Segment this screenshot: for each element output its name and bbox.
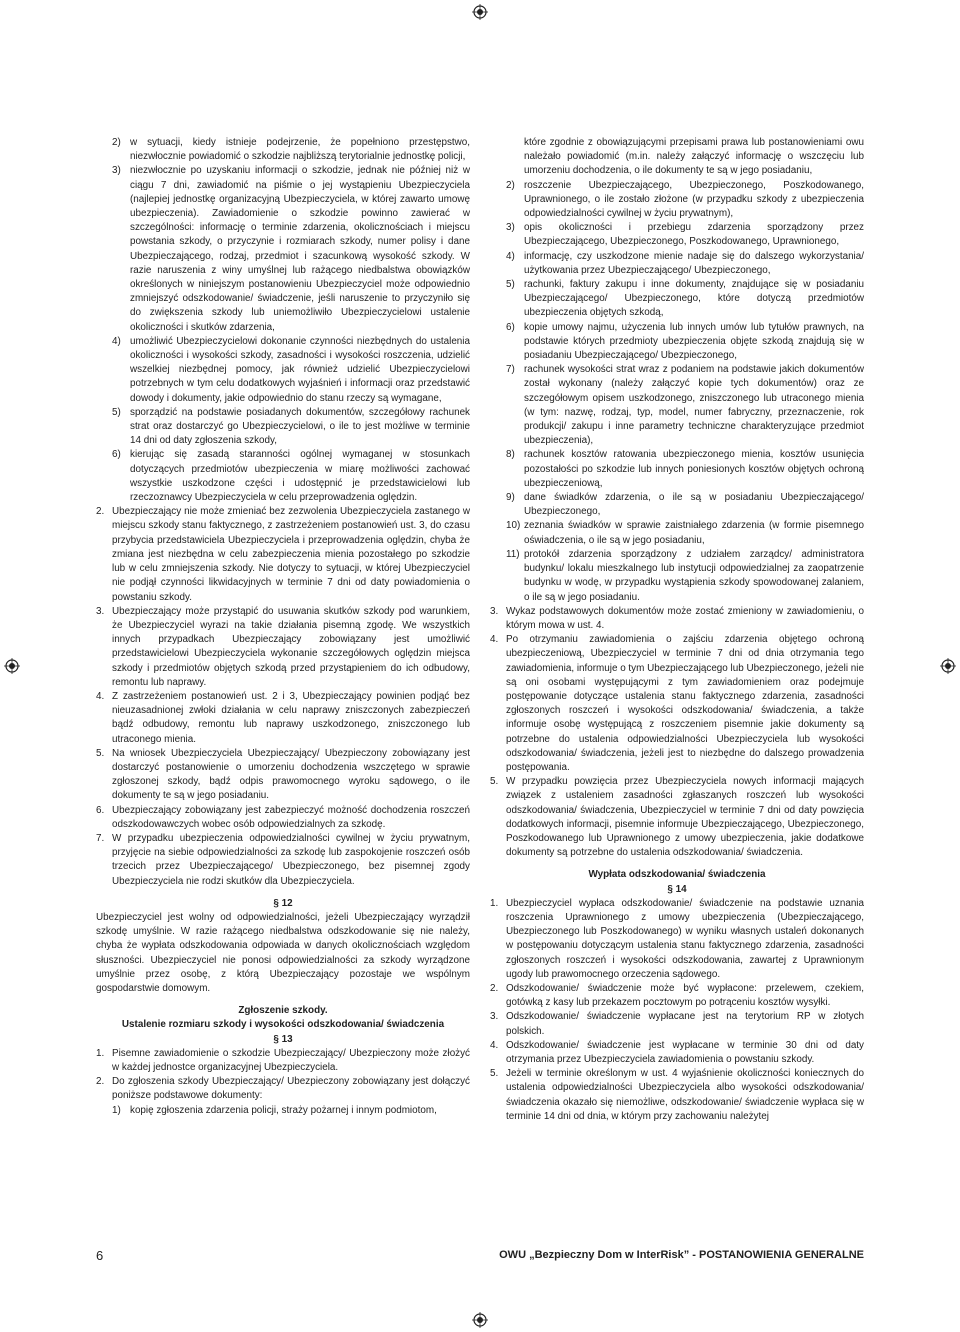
list-item-text: Odszkodowanie/ świadczenie jest wypłacane w terminie 30 dni od daty otrzymania przez Ubezpieczyciela zawiadomienia o powstaniu szkody.: [506, 1039, 864, 1065]
list-item-text: Po otrzymaniu zawiadomienia o zajściu zdarzenia objętego ochroną ubezpieczeniową, Ubezpieczyciel w terminie 7 dni od dnia otrzymania tego zawiadomienia, informuje o tym Ubezpieczającego lub Ubezpieczonego, jeżeli nie są oni osobami występującymi z tym zawiadomieniem oraz podejmuje postępowanie dotyczące ustalenia stanu faktycznego zdarzenia, zasadności zgłoszonych roszczeń i wysokości odszkodowania/ świadczenia, a także informuje osobę występującą z roszczeniem pisemnie jakie dokumenty są potrzebne do ustalenia odpowiedzialności Ubezpieczyciela lub wysokości odszkodowania/ świadczenia, jeżeli jest to niezbędne do dalszego prowadzenia postępowania.: [506, 634, 864, 773]
page-number: 6: [96, 1248, 104, 1263]
list-item-text: dane świadków zdarzenia, o ile są w posiadaniu Ubezpieczającego/ Ubezpieczonego,: [524, 492, 864, 518]
list-item-text: Ubezpieczający nie może zmieniać bez zezwolenia Ubezpieczyciela zastanego w miejscu szkody stanu faktycznego, z zastrzeżeniem postanowień ust. 3, do czasu przybycia przedstawiciela Ubezpieczyciela i przeprowadzenia oględzin, chyba że zmiana jest niezbędna w celu zabezpieczenia mienia pozostałego po szkodzie lub w celu zmniejszenia szkody. Nie dotyczy to sytuacji, w której Ubezpieczyciel nie podjął czynności likwidacyjnych w terminie 7 dni od daty powiadomienia o powstaniu szkody.: [112, 506, 470, 603]
registration-mark-bottom-icon: [472, 1312, 488, 1328]
section-13-heading: § 13: [273, 1033, 293, 1045]
list-item-text: Wykaz podstawowych dokumentów może zostać zmieniony w zawiadomieniu, o którym mowa w ust. 4.: [506, 605, 864, 631]
list-item: 4. Odszkodowanie/ świadczenie jest wypłacane w terminie 30 dni od daty otrzymania przez Ubezpieczyciela zawiadomienia o powstaniu szkody.: [490, 1039, 864, 1065]
section-14-title: Wypłata odszkodowania/ świadczenia: [588, 869, 766, 881]
list-item: 1) kopię zgłoszenia zdarzenia policji, straży pożarnej i innym podmiotom,: [112, 1104, 437, 1116]
registration-mark-left-icon: [4, 658, 20, 674]
registration-mark-top-icon: [472, 4, 488, 20]
list-item: 6) kopie umowy najmu, użyczenia lub innych umów lub tytułów prawnych, na podstawie których przedmioty ubezpieczenia objęte szkodą znajdują się w posiadaniu Ubezpieczającego/ Ubezpieczonego,: [506, 321, 864, 362]
list-item-text: W przypadku powzięcia przez Ubezpieczyciela nowych informacji mających związek z ustaleniem zasadności zgłaszanych roszczeń lub wysokości odszkodowania/ świadczenia, Ubezpieczyciel w terminie 7 dni od daty powzięcia dodatkowych informacji, pisemnie informuje Ubezpieczającego, Ubezpieczonego, Poszkodowanego lub Uprawnionego z umowy ubezpieczenia, jakie dodatkowe dokumenty są potrzebne do ustalenia odszkodowania/ świadczenia.: [506, 776, 864, 859]
list-item: 5) sporządzić na podstawie posiadanych dokumentów, szczegółowy rachunek strat oraz dostarczyć go Ubezpieczycielowi, o ile to jest możliwe w terminie 14 dni od daty zgłoszenia szkody,: [112, 406, 470, 447]
list-item-text: rachunek wysokości strat wraz z podaniem na podstawie jakich dokumentów został wykonany (należy załączyć kopie tych dokumentów) oraz ze szczegółowym opisem uszkodzonego, zniszczonego lub utraconego mienia (w tym: nazwę, rodzaj, typ, model, numer fabryczny, przeznaczenie, rok produkcji/ zakupu i inne parametry techniczne charakteryzujące przedmiot ubezpieczenia),: [524, 364, 864, 447]
list-item-text: Ubezpieczyciel wypłaca odszkodowanie/ świadczenie na podstawie uznania roszczenia Uprawnionego z umowy ubezpieczenia (Ubezpieczającego, Ubezpieczonego lub Poszkodowanego) w wyniku własnych ustaleń dokonanych w postępowaniu dotyczącym ustalenia stanu faktycznego zdarzenia, zasadności zgłoszonych roszczeń i wysokości odszkodowania, zawartej z Uprawnionym ugody lub prawomocnego orzeczenia sądowego.: [506, 897, 864, 980]
list-item: 6) kierując się zasadą staranności ogólnej wymaganej w stosunkach dotyczących przedmiotów ubezpieczenia w miarę możliwości zachować wszystkie uszkodzone części i udostępnić je przedstawicielowi lub rzeczoznawcy Ubezpieczyciela w celu przeprowadzenia oględzin.: [112, 449, 470, 504]
list-item: 3. Ubezpieczający może przystąpić do usuwania skutków szkody pod warunkiem, że Ubezpieczyciel wyrazi na takie działania pisemną zgodę. We wszystkich innych przypadkach Ubezpieczający zobowiązany jest umożliwić przedstawicielowi Ubezpieczyciela wykonanie szczegółowych oględzin miejsca szkody i przedmiotów objętych szkodą przed przystąpieniem do ich odbudowy, remontu lub naprawy.: [96, 605, 470, 688]
list-item-text: Pisemne zawiadomienie o szkodzie Ubezpieczający/ Ubezpieczony może złożyć w każdej jednostce organizacyjnej Ubezpieczyciela.: [112, 1047, 470, 1073]
list-item: 4) informację, czy uszkodzone mienie nadaje się do dalszego wykorzystania/ użytkowania przez Ubezpieczającego/ Ubezpieczonego,: [506, 250, 864, 276]
list-item: 7. W przypadku ubezpieczenia odpowiedzialności cywilnej w życiu prywatnym, przyjęcie na siebie odpowiedzialności za szkodę lub zaspokojenie roszczeń osób trzecich przez Ubezpieczającego/ Ubezpieczonego, bez pisemnej zgody Ubezpieczyciela nie rodzi skutków dla Ubezpieczyciela.: [96, 832, 470, 887]
list-item-text: w sytuacji, kiedy istnieje podejrzenie, że popełniono przestępstwo, niezwłocznie powiadomić o szkodzie najbliższą terytorialnie jednostkę policji,: [130, 137, 470, 163]
right-column: [490, 136, 864, 1124]
list-item: 4) umożliwić Ubezpieczycielowi dokonanie czynności niezbędnych do ustalenia okoliczności i wysokości szkody, zasadności i wysokości roszczenia, udzielić wszelkiej niezbędnej pomocy, jak również udzielić Ubezpieczycielowi potrzebnych w tym celu dodatkowych wyjaśnień i informacji oraz przedstawić dowody i dokumenty, jakie odpowiednio do stanu rzeczy są wymagane,: [112, 335, 470, 404]
list-item-text: opis okoliczności i przebiegu zdarzenia sporządzony przez Ubezpieczającego, Ubezpieczonego, Poszkodowanego, Uprawnionego,: [524, 222, 864, 248]
list-item-text: które zgodnie z obowiązującymi przepisami prawa lub postanowieniami owu należało powiadomić (m.in. należy załączyć informację o wszczęciu lub umorzeniu dochodzenia, o ile dokumenty te są w jego posiadaniu,: [524, 137, 864, 177]
list-item-text: Na wniosek Ubezpieczyciela Ubezpieczający/ Ubezpieczony zobowiązany jest dostarczyć postanowienie o umorzeniu dochodzenia wszczętego w sprawie zgłoszonej szkody, bądź odpis prawomocnego wyroku sądowego, o ile dokumenty te są w jego posiadaniu.: [112, 747, 470, 802]
list-item: 2. Do zgłoszenia szkody Ubezpieczający/ Ubezpieczony zobowiązany jest dołączyć poniższe podstawowe dokumenty:: [96, 1076, 470, 1102]
list-item: 2) w sytuacji, kiedy istnieje podejrzenie, że popełniono przestępstwo, niezwłocznie powiadomić o szkodzie najbliższą terytorialnie jednostkę policji,: [112, 137, 470, 163]
list-item-text: roszczenie Ubezpieczającego, Ubezpieczonego, Poszkodowanego, Uprawnionego, o ile zostało złożone (w przypadku szkody z ubezpieczenia odpowiedzialności cywilnej w życiu prywatnym),: [524, 179, 864, 220]
left-column: [96, 136, 470, 1118]
list-item-continuation: [490, 136, 864, 179]
list-item-text: zeznania świadków w sprawie zaistniałego zdarzenia (w formie pisemnego oświadczenia, o ile są w jego posiadaniu,: [524, 520, 864, 546]
section-13-subtitle: Ustalenie rozmiaru szkody i wysokości odszkodowania/ świadczenia: [121, 1019, 445, 1031]
list-item-text: informację, czy uszkodzone mienie nadaje się do dalszego wykorzystania/ użytkowania przez Ubezpieczającego/ Ubezpieczonego,: [524, 250, 864, 276]
list-item: 8) rachunek kosztów ratowania ubezpieczonego mienia, kosztów usunięcia pozostałości po szkodzie lub innych poniesionych kosztów objętych ochroną ubezpieczeniową,: [506, 449, 864, 489]
list-item: 2. Odszkodowanie/ świadczenie może być wypłacone: przelewem, czekiem, gotówką z kasy lub przekazem pocztowym po potrąceniu kosztów wysyłki.: [490, 982, 864, 1009]
list-item-text: protokół zdarzenia sporządzony z udziałem zarządcy/ administratora budynku/ lokalu mieszkalnego lub instytucji odpowiedzialnej za zaopatrzenie budynku w wodę, w przypadku wystąpienia szkody spowodowanej zalaniem, o ile są w jego posiadaniu.: [524, 548, 864, 603]
list-item: 1. Ubezpieczyciel wypłaca odszkodowanie/ świadczenie na podstawie uznania roszczenia Uprawnionego z umowy ubezpieczenia (Ubezpieczającego, Ubezpieczonego lub Poszkodowanego) w wyniku własnych ustaleń dokonanych w postępowaniu dotyczącym ustalenia stanu faktycznego zdarzenia, zasadności zgłoszonych roszczeń i wysokości odszkodowania, zawartej z Uprawnionym ugody lub prawomocnego orzeczenia sądowego.: [490, 897, 864, 980]
list-item-text: niezwłocznie po uzyskaniu informacji o szkodzie, jednak nie później niż w ciągu 7 dni, zawiadomić na piśmie o jej wystąpieniu Ubezpieczyciela (najlepiej jednostkę organizacyjną Ubezpieczyciela, w której zawarto umowę ubezpieczenia). Zawiadomienie o szkodzie powinno zawierać w szczególności: informację o terminie zdarzenia, okolicznościach i miejscu powstania szkody, o przyczynie i rozmiarach szkody, numer polisy i dane Ubezpieczającego, rodzaj, przedmiot i szacunkową wysokość szkody. W razie naruszenia z winy umyślnej lub rażącego niedbalstwa obowiązków określonych w niniejszym postanowieniu Ubezpieczyciel może odpowiednio zmniejszyć odszkodowanie/ świadczenie, jeśli naruszenie to przyczyniło się do zwiększenia szkody lub uniemożliwiło Ubezpieczycielowi ustalenie okoliczności i skutków zdarzenia,: [130, 165, 470, 333]
list-item: 1. Pisemne zawiadomienie o szkodzie Ubezpieczający/ Ubezpieczony może złożyć w każdej jednostce organizacyjnej Ubezpieczyciela.: [96, 1047, 470, 1073]
list-item: 3. Odszkodowanie/ świadczenie wypłacane jest na terytorium RP w złotych polskich.: [490, 1011, 864, 1037]
list-item: 9) dane świadków zdarzenia, o ile są w posiadaniu Ubezpieczającego/ Ubezpieczonego,: [506, 492, 864, 518]
section-13-title: Zgłoszenie szkody.: [238, 1005, 328, 1017]
list-item-text: kopie umowy najmu, użyczenia lub innych umów lub tytułów prawnych, na podstawie których przedmioty ubezpieczenia objęte szkodą znajdują się w posiadaniu Ubezpieczającego/ Ubezpieczonego,: [524, 321, 864, 362]
list-item: 2) roszczenie Ubezpieczającego, Ubezpieczonego, Poszkodowanego, Uprawnionego, o ile zostało złożone (w przypadku szkody z ubezpieczenia odpowiedzialności cywilnej w życiu prywatnym),: [506, 179, 864, 220]
list-item-text: Do zgłoszenia szkody Ubezpieczający/ Ubezpieczony zobowiązany jest dołączyć poniższe podstawowe dokumenty:: [112, 1076, 470, 1102]
list-item: 4. Z zastrzeżeniem postanowień ust. 2 i 3, Ubezpieczający powinien podjąć bez nieuzasadnionej zwłoki działania w celu naprawy zniszczonych zabezpieczeń bądź odbudowy, remontu lub naprawy uszkodzonego, zniszczonego lub utraconego mienia.: [96, 690, 470, 745]
list-item-text: Odszkodowanie/ świadczenie wypłacane jest na terytorium RP w złotych polskich.: [506, 1011, 864, 1037]
list-item: 5) rachunki, faktury zakupu i inne dokumenty, znajdujące się w posiadaniu Ubezpieczającego/ Ubezpieczonego, które dotyczą przedmiotów ubezpieczenia objętych szkodą,: [506, 279, 864, 319]
list-item: 10) zeznania świadków w sprawie zaistniałego zdarzenia (w formie pisemnego oświadczenia, o ile są w jego posiadaniu,: [506, 520, 864, 546]
list-item-text: Ubezpieczający zobowiązany jest zabezpieczyć możność dochodzenia roszczeń odszkodowawczych wobec osób odpowiedzialnych za szkodę.: [112, 804, 470, 830]
list-item: 3) opis okoliczności i przebiegu zdarzenia sporządzony przez Ubezpieczającego, Ubezpieczonego, Poszkodowanego, Uprawnionego,: [506, 222, 864, 248]
registration-mark-right-icon: [940, 658, 956, 674]
list-item-text: rachunek kosztów ratowania ubezpieczonego mienia, kosztów usunięcia pozostałości po szkodzie lub innych poniesionych kosztów objętych ochroną ubezpieczeniową,: [524, 449, 864, 489]
section-14-heading: § 14: [667, 883, 687, 895]
list-item-text: Z zastrzeżeniem postanowień ust. 2 i 3, Ubezpieczający powinien podjąć bez nieuzasadnionej zwłoki działania w celu naprawy zniszczonych zabezpieczeń bądź odbudowy, remontu lub naprawy uszkodzonego, zniszczonego lub utraconego mienia.: [112, 690, 470, 745]
list-item: 7) rachunek wysokości strat wraz z podaniem na podstawie jakich dokumentów został wykonany (należy załączyć kopie tych dokumentów) oraz ze szczegółowym opisem uszkodzonego, zniszczonego lub utraconego mienia (w tym: nazwę, rodzaj, typ, model, numer fabryczny, przeznaczenie, rok produkcji/ zakupu i inne parametry techniczne charakteryzujące przedmiot ubezpieczenia),: [506, 364, 864, 447]
list-item: 6. Ubezpieczający zobowiązany jest zabezpieczyć możność dochodzenia roszczeń odszkodowawczych wobec osób odpowiedzialnych za szkodę.: [96, 804, 470, 830]
list-item-text: sporządzić na podstawie posiadanych dokumentów, szczegółowy rachunek strat oraz dostarczyć go Ubezpieczycielowi, o ile to jest możliwe w terminie 14 dni od daty zgłoszenia szkody,: [130, 406, 470, 447]
list-item: 5. W przypadku powzięcia przez Ubezpieczyciela nowych informacji mających związek z ustaleniem zasadności zgłaszanych roszczeń lub wysokości odszkodowania/ świadczenia, Ubezpieczyciel w terminie 7 dni od daty powzięcia dodatkowych informacji, pisemnie informuje Ubezpieczającego, Ubezpieczonego, Poszkodowanego lub Uprawnionego z umowy ubezpieczenia, jakie dodatkowe dokumenty są potrzebne do ustalenia odszkodowania/ świadczenia.: [490, 776, 864, 859]
running-footer-title: OWU „Bezpieczny Dom w InterRisk” - POSTANOWIENIA GENERALNE: [499, 1249, 864, 1261]
list-item-text: Ubezpieczający może przystąpić do usuwania skutków szkody pod warunkiem, że Ubezpieczyciel wyrazi na takie działania pisemną zgodę. We wszystkich innych przypadkach Ubezpieczający zobowiązany jest umożliwić przedstawicielowi Ubezpieczyciela wykonanie szczegółowych oględzin miejsca szkody i przedmiotów objętych szkodą przed przystąpieniem do ich odbudowy, remontu lub naprawy.: [112, 605, 470, 688]
list-item: 3. Wykaz podstawowych dokumentów może zostać zmieniony w zawiadomieniu, o którym mowa w ust. 4.: [490, 605, 864, 631]
list-item-text: kopię zgłoszenia zdarzenia policji, straży pożarnej i innym podmiotom,: [130, 1104, 437, 1116]
list-item-text: Odszkodowanie/ świadczenie może być wypłacone: przelewem, czekiem, gotówką z kasy lub przekazem pocztowym po potrąceniu kosztów wysyłki.: [506, 982, 864, 1009]
list-item-text: rachunki, faktury zakupu i inne dokumenty, znajdujące się w posiadaniu Ubezpieczającego/ Ubezpieczonego, które dotyczą przedmiotów ubezpieczenia objętych szkodą,: [524, 279, 864, 319]
list-item-text: kierując się zasadą staranności ogólnej wymaganej w stosunkach dotyczących przedmiotów ubezpieczenia w miarę możliwości zachować wszystkie uszkodzone części i udostępnić je przedstawicielowi lub rzeczoznawcy Ubezpieczyciela w celu przeprowadzenia oględzin.: [130, 449, 470, 504]
list-item: 2. Ubezpieczający nie może zmieniać bez zezwolenia Ubezpieczyciela zastanego w miejscu szkody stanu faktycznego, z zastrzeżeniem postanowień ust. 3, do czasu przybycia przedstawiciela Ubezpieczyciela i przeprowadzenia oględzin, chyba że zmiana jest niezbędna w celu zabezpieczenia mienia pozostałego po szkodzie lub w celu zmniejszenia szkody. Nie dotyczy to sytuacji, w której Ubezpieczyciel nie podjął czynności likwidacyjnych w terminie 7 dni od daty powiadomienia o powstaniu szkody.: [96, 506, 470, 603]
list-item-text: umożliwić Ubezpieczycielowi dokonanie czynności niezbędnych do ustalenia okoliczności i wysokości szkody, zasadności i wysokości roszczenia, udzielić wszelkiej niezbędnej pomocy, jak również udzielić Ubezpieczycielowi potrzebnych w tym celu dodatkowych wyjaśnień i informacji oraz przedstawić dowody i dokumenty, jakie odpowiednio do stanu rzeczy są wymagane,: [130, 335, 470, 404]
list-item: 4. Po otrzymaniu zawiadomienia o zajściu zdarzenia objętego ochroną ubezpieczeniową, Ubezpieczyciel w terminie 7 dni od dnia otrzymania tego zawiadomienia, informuje o tym Ubezpieczającego lub Ubezpieczonego, jeżeli nie są oni osobami występującymi z tym zawiadomieniem oraz podejmuje postępowanie dotyczące ustalenia stanu faktycznego zdarzenia, zasadności zgłoszonych roszczeń i wysokości odszkodowania/ świadczenia, a także informuje osobę występującą z roszczeniem pisemnie jakie dokumenty są potrzebne do ustalenia odpowiedzialności Ubezpieczyciela lub wysokości odszkodowania/ świadczenia, jeżeli jest to niezbędne do dalszego prowadzenia postępowania.: [490, 634, 864, 773]
section-12-heading: § 12: [273, 897, 293, 909]
list-item-text: W przypadku ubezpieczenia odpowiedzialności cywilnej w życiu prywatnym, przyjęcie na siebie odpowiedzialności za szkodę lub zaspokojenie roszczeń osób trzecich przez Ubezpieczającego/ Ubezpieczonego, bez pisemnej zgody Ubezpieczyciela nie rodzi skutków dla Ubezpieczyciela.: [112, 832, 470, 887]
list-item: 5. Jeżeli w terminie określonym w ust. 4 wyjaśnienie okoliczności koniecznych do ustalenia odpowiedzialności Ubezpieczyciela albo wysokości odszkodowania/ świadczenia okazało się niemożliwe, odszkodowanie/ świadczenie wypłaca się w terminie 14 dni od dnia, w którym przy zachowaniu należytej: [490, 1068, 864, 1122]
list-item: 11) protokół zdarzenia sporządzony z udziałem zarządcy/ administratora budynku/ lokalu mieszkalnego lub instytucji odpowiedzialnej za zaopatrzenie budynku w wodę, w przypadku wystąpienia szkody spowodowanej zalaniem, o ile są w jego posiadaniu.: [506, 548, 864, 603]
list-item-text: Jeżeli w terminie określonym w ust. 4 wyjaśnienie okoliczności koniecznych do ustalenia odpowiedzialności Ubezpieczyciela albo wysokości odszkodowania/ świadczenia okazało się niemożliwe, odszkodowanie/ świadczenie wypłaca się w terminie 14 dni od dnia, w którym przy zachowaniu należytej: [506, 1068, 864, 1122]
list-item: 5. Na wniosek Ubezpieczyciela Ubezpieczający/ Ubezpieczony zobowiązany jest dostarczyć postanowienie o umorzeniu dochodzenia wszczętego w sprawie zgłoszonej szkody, bądź odpis prawomocnego wyroku sądowego, o ile dokumenty te są w jego posiadaniu.: [96, 747, 470, 802]
list-item: 3) niezwłocznie po uzyskaniu informacji o szkodzie, jednak nie później niż w ciągu 7 dni, zawiadomić na piśmie o jej wystąpieniu Ubezpieczyciela (najlepiej jednostkę organizacyjną Ubezpieczyciela, w której zawarto umowę ubezpieczenia). Zawiadomienie o szkodzie powinno zawierać w szczególności: informację o terminie zdarzenia, okolicznościach i miejscu powstania szkody, o przyczynie i rozmiarach szkody, numer polisy i dane Ubezpieczającego, rodzaj, przedmiot i szacunkową wysokość szkody. W razie naruszenia z winy umyślnej lub rażącego niedbalstwa obowiązków określonych w niniejszym postanowieniu Ubezpieczyciel może odpowiednio zmniejszyć odszkodowanie/ świadczenie, jeśli naruszenie to przyczyniło się do zwiększenia szkody lub uniemożliwiło Ubezpieczycielowi ustalenie okoliczności i skutków zdarzenia,: [112, 165, 470, 333]
section-12-text: Ubezpieczyciel jest wolny od odpowiedzialności, jeżeli Ubezpieczający wyrządził szkodę umyślnie. W razie rażącego niedbalstwa odszkodowanie się nie należy, chyba że wypłata odszkodowania odpowiada w danych okolicznościach względom słuszności. Ubezpieczyciel nie ponosi odpowiedzialności za szkody wyrządzone umyślnie przez osobę, z którą Ubezpieczający pozostaje we wspólnym gospodarstwie domowym.: [96, 911, 470, 994]
